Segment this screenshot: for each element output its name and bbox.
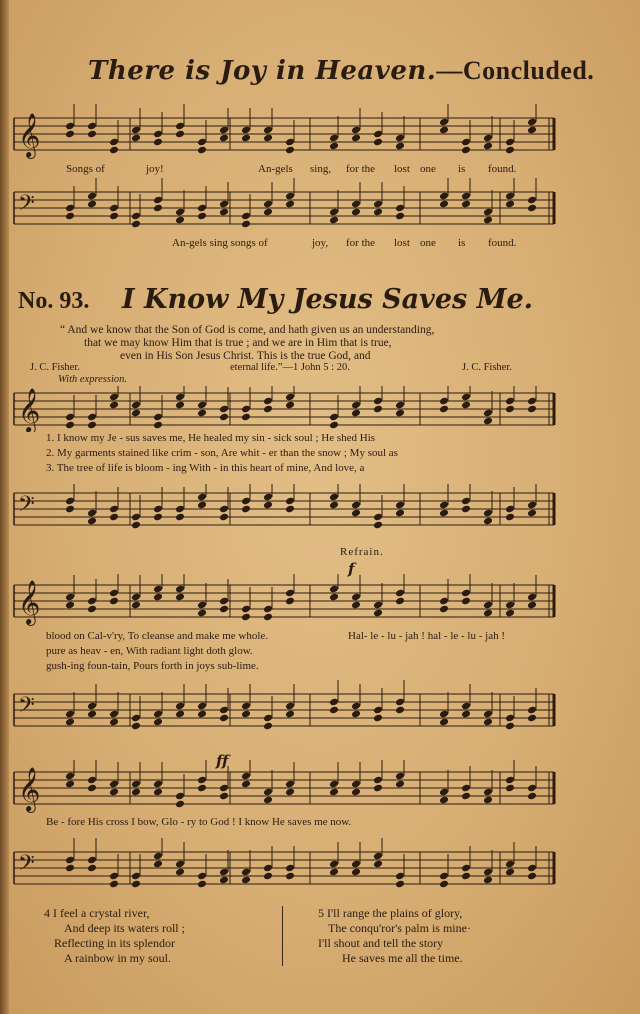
svg-text:𝄞: 𝄞 <box>18 767 41 811</box>
verse-4 <box>44 906 185 966</box>
author-credit-right: J. C. Fisher. <box>462 362 512 373</box>
system1-bass-staff <box>0 484 640 534</box>
lyric-songs-of: Songs of <box>66 163 105 175</box>
hymn-number: No. 93. <box>18 288 90 314</box>
previous-hymn-title <box>88 56 594 86</box>
lyric-bass-found: found. <box>488 237 517 249</box>
verse4-line1: 4 I feel a crystal river, <box>44 906 150 920</box>
system1-lyric-verse2: 2. My garments stained like crim - son, Are whit - er than the snow ; My soul as <box>46 447 398 459</box>
system2-lyric-verse3: gush-ing foun-tain, Pours forth in joys sub-lime. <box>46 660 259 672</box>
verse4-line2: And deep its waters roll ; <box>64 921 185 935</box>
system2-lyric-verse1: blood on Cal-v'ry, To cleanse and make me whole. <box>46 630 269 642</box>
svg-text:𝄢: 𝄢 <box>18 693 35 723</box>
scripture-line-3: even in His Son Jesus Christ. This is the true God, and <box>120 350 371 362</box>
verse4-line3: Reflecting in its splendor <box>54 936 175 950</box>
system3-lyric: Be - fore His cross I bow, Glo - ry to God ! I know He saves me now. <box>46 816 352 828</box>
verse5-line4: He saves me all the time. <box>342 951 463 965</box>
lyric-bass-joy: joy, <box>312 237 329 249</box>
lyric-bass-for-the: for the <box>346 237 376 249</box>
system2-lyric-verse2: pure as heav - en, With radiant light doth glow. <box>46 645 253 657</box>
svg-text:𝄢: 𝄢 <box>18 492 35 522</box>
scripture-line-2: that we may know Him that is true ; and we are in Him that is true, <box>84 337 392 349</box>
system3-treble-staff <box>0 760 640 816</box>
system1-treble-staff <box>0 386 640 432</box>
lyric-bass-one: one <box>420 237 436 249</box>
dynamic-fortissimo: ff <box>216 752 229 770</box>
lyric-is: is <box>458 163 466 175</box>
lyric-angels: An-gels <box>258 163 293 175</box>
system2-treble-staff <box>0 574 640 628</box>
author-credit-left: J. C. Fisher. <box>30 362 80 373</box>
verse-divider <box>282 906 283 966</box>
lyric-for-the: for the <box>346 163 376 175</box>
system1-lyric-verse1: 1. I know my Je - sus saves me, He healed my sin - sick soul ; He shed His <box>46 432 376 444</box>
lyric-bass-is: is <box>458 237 466 249</box>
verse5-line3: I'll shout and tell the story <box>318 936 444 950</box>
refrain-label: Refrain. <box>340 546 384 558</box>
lyric-found: found. <box>488 163 517 175</box>
lyric-joy: joy! <box>146 163 164 175</box>
svg-text:𝄞: 𝄞 <box>18 113 41 157</box>
system2-refrain-lyric: Hal- le - lu - jah ! hal - le - lu - jah ! <box>348 630 505 642</box>
previous-hymn-title-suffix: —Concluded. <box>436 56 595 85</box>
previous-hymn-bass-staff <box>0 178 640 238</box>
svg-text:𝄞: 𝄞 <box>18 580 41 624</box>
dynamic-forte: f <box>348 560 355 578</box>
svg-text:𝄢: 𝄢 <box>18 191 35 221</box>
scripture-quote <box>60 324 560 363</box>
verse-5 <box>318 906 471 966</box>
svg-text:𝄢: 𝄢 <box>18 851 35 881</box>
verse5-line1: 5 I'll range the plains of glory, <box>318 906 463 920</box>
lyric-lost: lost <box>394 163 410 175</box>
verse4-line4: A rainbow in my soul. <box>64 951 171 965</box>
lyric-bass-angels-sing: An-gels sing songs of <box>172 237 268 249</box>
scripture-line-4: eternal life.”—1 John 5 : 20. <box>230 362 350 373</box>
system2-bass-staff <box>0 680 640 740</box>
scripture-line-1: “ And we know that the Son of God is come, and hath given us an understanding, <box>60 324 435 336</box>
system3-bass-staff <box>0 838 640 898</box>
previous-hymn-title-text: There is Joy in Heaven. <box>88 56 437 86</box>
lyric-one: one <box>420 163 436 175</box>
previous-hymn-treble-staff <box>0 104 640 164</box>
system1-lyric-verse3: 3. The tree of life is bloom - ing With - in this heart of mine, And love, a <box>46 462 365 474</box>
svg-text:𝄞: 𝄞 <box>18 388 41 432</box>
hymn-title: I Know My Jesus Saves Me. <box>122 284 534 315</box>
verse5-line2: The conqu'ror's palm is mine· <box>328 921 471 935</box>
lyric-bass-lost: lost <box>394 237 410 249</box>
expression-marking: With expression. <box>58 374 128 385</box>
lyric-sing: sing, <box>310 163 332 175</box>
